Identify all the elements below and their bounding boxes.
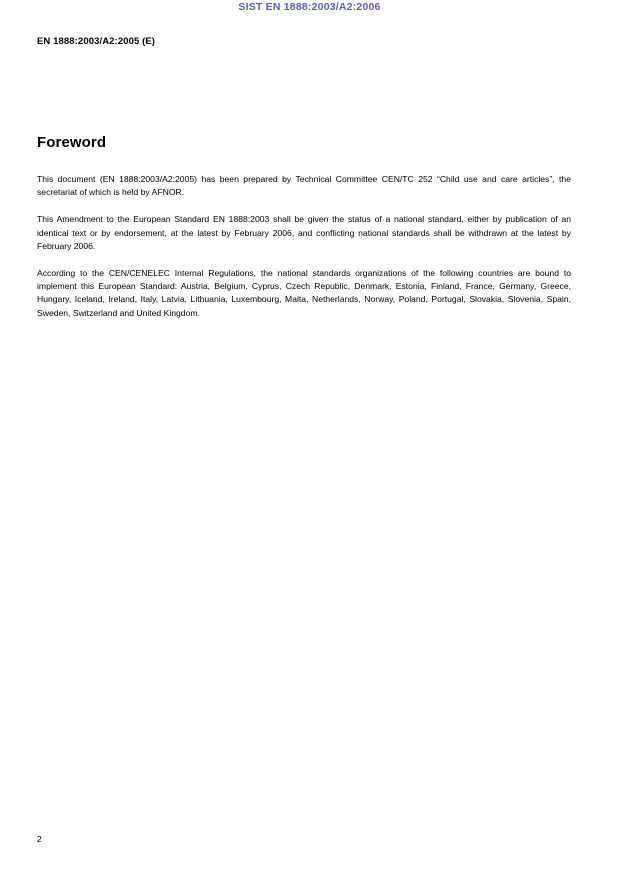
- watermark-standard-reference: SIST EN 1888:2003/A2:2006: [238, 1, 381, 13]
- page-title: Foreword: [37, 134, 107, 151]
- paragraph: This document (EN 1888:2003/A2:2005) has been prepared by Technical Committee CEN/TC 252 “Child use and care articles”, the secretariat of which is held by AFNOR.: [37, 174, 571, 198]
- document-body: [37, 134, 571, 320]
- document-header-standard-reference: EN 1888:2003/A2:2005 (E): [37, 36, 156, 47]
- page-number: 2: [37, 834, 42, 844]
- paragraph: According to the CEN/CENELEC Internal Regulations, the national standards organizations of the following countries are bound to implement this European Standard: Austria, Belgium, Cyprus, Czech Republic, Denmark, Estonia, Finland, France, Germany, Greece, Hungary, Iceland, Ireland, Italy, Latvia, Lithuania, Luxembourg, Malta, Netherlands, Norway, Poland, Portugal, Slovakia, Slovenia, Spain, Sweden, Switzerland and United Kingdom.: [37, 268, 571, 318]
- paragraph: This Amendment to the European Standard EN 1888:2003 shall be given the status of a national standard, either by publication of an identical text or by endorsement, at the latest by February 2006, and conflicting national standards shall be withdrawn at the latest by February 2006.: [37, 214, 571, 251]
